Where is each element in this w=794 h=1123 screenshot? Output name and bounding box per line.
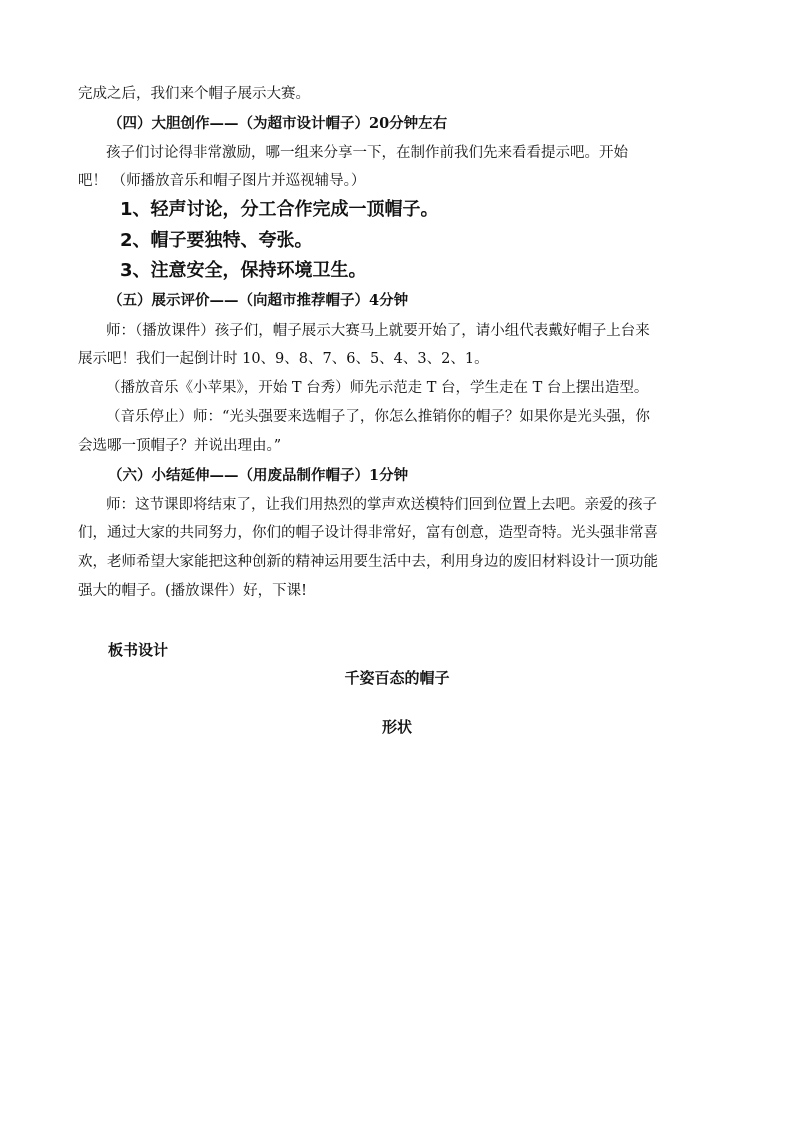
paragraph-show-1: 师：（播放课件）孩子们，帽子展示大赛马上就要开始了，请小组代表戴好帽子上台来 [106,323,650,339]
board-subtitle: 形状 [381,718,412,736]
board-design-label: 板书设计 [108,641,169,659]
paragraph-summary-4: 强大的帽子。(播放课件）好，下课! [78,583,307,599]
paragraph-creation-2: 吧！ （师播放音乐和帽子图片并巡视辅导。） [78,173,366,189]
paragraph-tshow: （播放音乐《小苹果》，开始 T 台秀）师先示范走 T 台，学生走在 T 台上摆出造型。 [106,380,649,396]
tip-3: 3、注意安全，保持环境卫生。 [120,260,367,281]
tip-1: 1、轻声讨论，分工合作完成一顶帽子。 [120,199,439,220]
tip-2: 2、帽子要独特、夸张。 [120,230,313,251]
paragraph-summary-3: 欢，老师希望大家能把这种创新的精神运用要生活中去，利用身边的废旧材料设计一顶功能 [78,554,658,570]
section-heading-6: （六）小结延伸——（用废品制作帽子）1分钟 [108,467,409,484]
paragraph-creation-1: 孩子们讨论得非常激励，哪一组来分享一下，在制作前我们先来看看提示吧。开始 [106,145,628,161]
paragraph-summary-2: 们，通过大家的共同努力，你们的帽子设计得非常好，富有创意，造型奇特。光头强非常喜 [78,525,658,541]
paragraph-music-stop-2: 会选哪一顶帽子？并说出理由。” [78,438,282,454]
section-heading-4: （四）大胆创作——（为超市设计帽子）20分钟左右 [108,115,448,132]
paragraph-music-stop-1: （音乐停止）师：“光头强要来选帽子了，你怎么推销你的帽子？如果你是光头强，你 [106,409,650,425]
paragraph-summary-1: 师：这节课即将结束了，让我们用热烈的掌声欢送模特们回到位置上去吧。亲爱的孩子 [106,497,657,513]
paragraph-intro: 完成之后，我们来个帽子展示大赛。 [78,86,310,102]
board-title: 千姿百态的帽子 [344,669,450,687]
paragraph-show-2: 展示吧！我们一起倒计时 10、9、8、7、6、5、4、3、2、1。 [78,351,489,367]
section-heading-5: （五）展示评价——（向超市推荐帽子）4分钟 [108,292,409,309]
